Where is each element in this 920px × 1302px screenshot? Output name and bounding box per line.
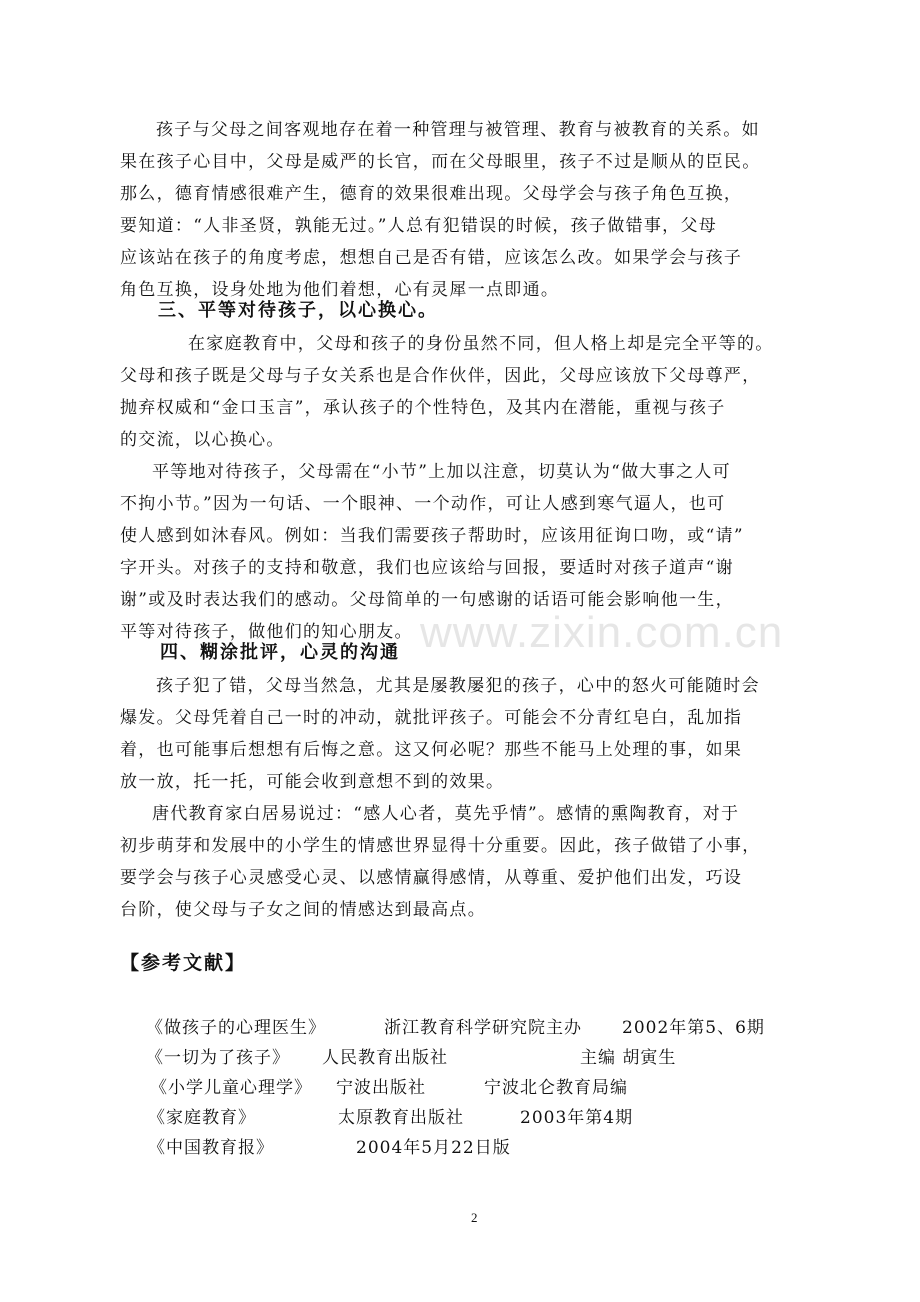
text-line: 谢”或及时表达我们的感动。父母简单的一句感谢的话语可能会影响他一生， xyxy=(120,590,734,610)
reference-title: 《小学儿童心理学》 xyxy=(150,1078,312,1098)
text-line: 果在孩子心目中，父母是威严的长官，而在父母眼里，孩子不过是顺从的臣民。 xyxy=(120,152,761,172)
text-line: 唐代教育家白居易说过：“感人心者，莫先乎情”。感情的熏陶教育，对于 xyxy=(152,804,740,824)
watermark: www.zixin.com.cn xyxy=(420,608,784,657)
text-line: 平等对待孩子，做他们的知心朋友。 xyxy=(120,622,413,642)
text-line: 台阶，使父母与子女之间的情感达到最高点。 xyxy=(120,900,486,920)
text-line: 孩子与父母之间客观地存在着一种管理与被管理、教育与被教育的关系。如 xyxy=(156,120,760,140)
text-line: 要知道：“人非圣贤，孰能无过。”人总有犯错误的时候，孩子做错事，父母 xyxy=(120,216,718,236)
reference-info: 宁波北仑教育局编 xyxy=(484,1078,628,1098)
text-line: 初步萌芽和发展中的小学生的情感世界显得十分重要。因此，孩子做错了小事， xyxy=(120,836,761,856)
text-line: 那么，德育情感很难产生，德育的效果很难出现。父母学会与孩子角色互换， xyxy=(120,184,743,204)
text-line: 平等地对待孩子，父母需在“小节”上加以注意，切莫认为“做大事之人可 xyxy=(152,462,731,482)
text-line: 角色互换，设身处地为他们着想，心有灵犀一点即通。 xyxy=(120,280,560,300)
reference-title: 《做孩子的心理医生》 xyxy=(146,1018,326,1038)
reference-info: 主编 胡寅生 xyxy=(580,1048,677,1068)
reference-title: 《一切为了孩子》 xyxy=(146,1048,290,1068)
text-line: 孩子犯了错，父母当然急，尤其是屡教屡犯的孩子，心中的怒火可能随时会 xyxy=(156,676,760,696)
text-line: 应该站在孩子的角度考虑，想想自己是否有错，应该怎么改。如果学会与孩子 xyxy=(120,248,743,268)
reference-title: 《中国教育报》 xyxy=(148,1138,274,1158)
text-line: 使人感到如沐春风。例如：当我们需要孩子帮助时，应该用征询口吻，或“请” xyxy=(120,526,744,546)
reference-publisher: 宁波出版社 xyxy=(336,1078,426,1098)
text-line: 要学会与孩子心灵感受心灵、以感情赢得感情，从尊重、爱护他们出发，巧设 xyxy=(120,868,743,888)
reference-info: 2002年第5、6期 xyxy=(622,1018,765,1038)
text-line: 不拘小节。”因为一句话、一个眼神、一个动作，可让人感到寒气逼人，也可 xyxy=(120,494,726,514)
text-line: 着，也可能事后想想有后悔之意。这又何必呢？那些不能马上处理的事，如果 xyxy=(120,740,743,760)
text-line: 抛弃权威和“金口玉言”，承认孩子的个性特色，及其内在潜能，重视与孩子 xyxy=(120,398,726,418)
reference-title: 《家庭教育》 xyxy=(148,1108,256,1128)
reference-info: 2003年第4期 xyxy=(520,1108,634,1128)
section-heading-3: 三、平等对待孩子，以心换心。 xyxy=(158,300,438,321)
section-heading-4: 四、糊涂批评，心灵的沟通 xyxy=(160,642,400,663)
reference-publisher: 人民教育出版社 xyxy=(322,1048,448,1068)
reference-publisher: 浙江教育科学研究院主办 xyxy=(384,1018,582,1038)
text-line: 在家庭教育中，父母和孩子的身份虽然不同，但人格上却是完全平等的。 xyxy=(188,334,774,354)
reference-info: 2004年5月22日版 xyxy=(356,1138,511,1158)
text-line: 爆发。父母凭着自己一时的冲动，就批评孩子。可能会不分青红皂白，乱加指 xyxy=(120,708,743,728)
references-title: 【参考文献】 xyxy=(120,952,247,974)
reference-publisher: 太原教育出版社 xyxy=(338,1108,464,1128)
text-line: 的交流，以心换心。 xyxy=(120,430,285,450)
page-number: 2 xyxy=(471,1210,478,1225)
text-line: 放一放，托一托，可能会收到意想不到的效果。 xyxy=(120,772,505,792)
text-line: 字开头。对孩子的支持和敬意，我们也应该给与回报，要适时对孩子道声“谢 xyxy=(120,558,734,578)
text-line: 父母和孩子既是父母与子女关系也是合作伙伴，因此，父母应该放下父母尊严， xyxy=(120,366,761,386)
